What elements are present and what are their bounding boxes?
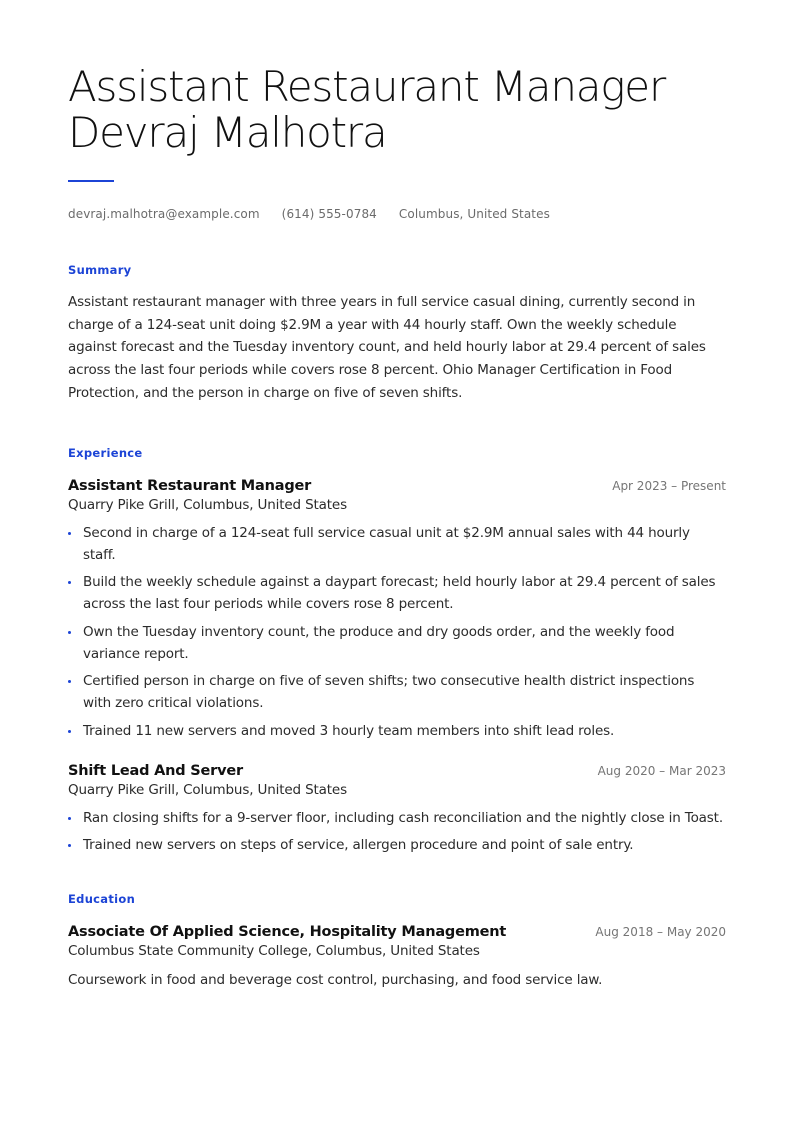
education-description: Coursework in food and beverage cost control, purchasing, and food service law. <box>68 972 603 989</box>
resume-page <box>68 0 726 988</box>
job-bullet: Trained new servers on steps of service, allergen procedure and point of sale entry. <box>68 834 726 856</box>
job-title-heading: Assistant Restaurant Manager <box>68 62 666 111</box>
job-organization: Quarry Pike Grill, Columbus, United States <box>68 496 347 513</box>
degree-title: Associate Of Applied Science, Hospitality Management <box>68 924 507 941</box>
summary-text: Assistant restaurant manager with three years in full service casual dining, currently second in charge of a 124-seat unit doing $2.9M a year with 44 hourly staff. Own the weekly schedule against forecast and the Tuesday inventory count, and held hourly labor at 29.4 percent of sales across the last four periods while covers rose 8 percent. Ohio Manager Certification in Food Protection, and the person in charge on five of seven shifts. <box>68 294 706 401</box>
job-dates: Apr 2023 – Present <box>612 478 726 493</box>
contact-line <box>68 207 726 221</box>
candidate-name: Devraj Malhotra <box>68 108 387 157</box>
job-bullet: Certified person in charge on five of seven shifts; two consecutive health district inspections with zero critical violations. <box>68 670 726 714</box>
job-bullet: Own the Tuesday inventory count, the produce and dry goods order, and the weekly food variance report. <box>68 621 726 665</box>
education-heading: Education <box>68 892 136 907</box>
job-bullet: Build the weekly schedule against a daypart forecast; held hourly labor at 29.4 percent of sales across the last four periods while covers rose 8 percent. <box>68 571 726 615</box>
job-title: Shift Lead And Server <box>68 762 243 779</box>
job-dates: Aug 2020 – Mar 2023 <box>597 763 726 778</box>
experience-heading: Experience <box>68 445 143 460</box>
job-entry <box>68 763 726 857</box>
job-organization: Quarry Pike Grill, Columbus, United States <box>68 781 347 798</box>
contact-email[interactable]: devraj.malhotra@example.com <box>68 207 260 221</box>
education-dates: Aug 2018 – May 2020 <box>595 925 726 940</box>
school-name: Columbus State Community College, Columbus, United States <box>68 943 480 960</box>
job-bullet: Trained 11 new servers and moved 3 hourly team members into shift lead roles. <box>68 720 726 742</box>
summary-heading: Summary <box>68 263 132 277</box>
job-bullet: Second in charge of a 124-seat full service casual unit at $2.9M annual sales with 44 hourly staff. <box>68 522 726 566</box>
job-title: Assistant Restaurant Manager <box>68 477 312 494</box>
job-header <box>68 478 726 494</box>
job-bullets <box>68 522 726 742</box>
education-entry <box>68 924 726 988</box>
job-bullets <box>68 807 726 857</box>
resume-title <box>68 0 726 156</box>
job-bullet: Ran closing shifts for a 9-server floor, including cash reconciliation and the nightly close in Toast. <box>68 807 726 829</box>
job-entry <box>68 478 726 742</box>
education-header <box>68 924 726 940</box>
job-header <box>68 763 726 779</box>
contact-phone[interactable]: (614) 555-0784 <box>281 207 377 221</box>
accent-divider <box>68 180 114 182</box>
contact-location: Columbus, United States <box>398 207 550 221</box>
